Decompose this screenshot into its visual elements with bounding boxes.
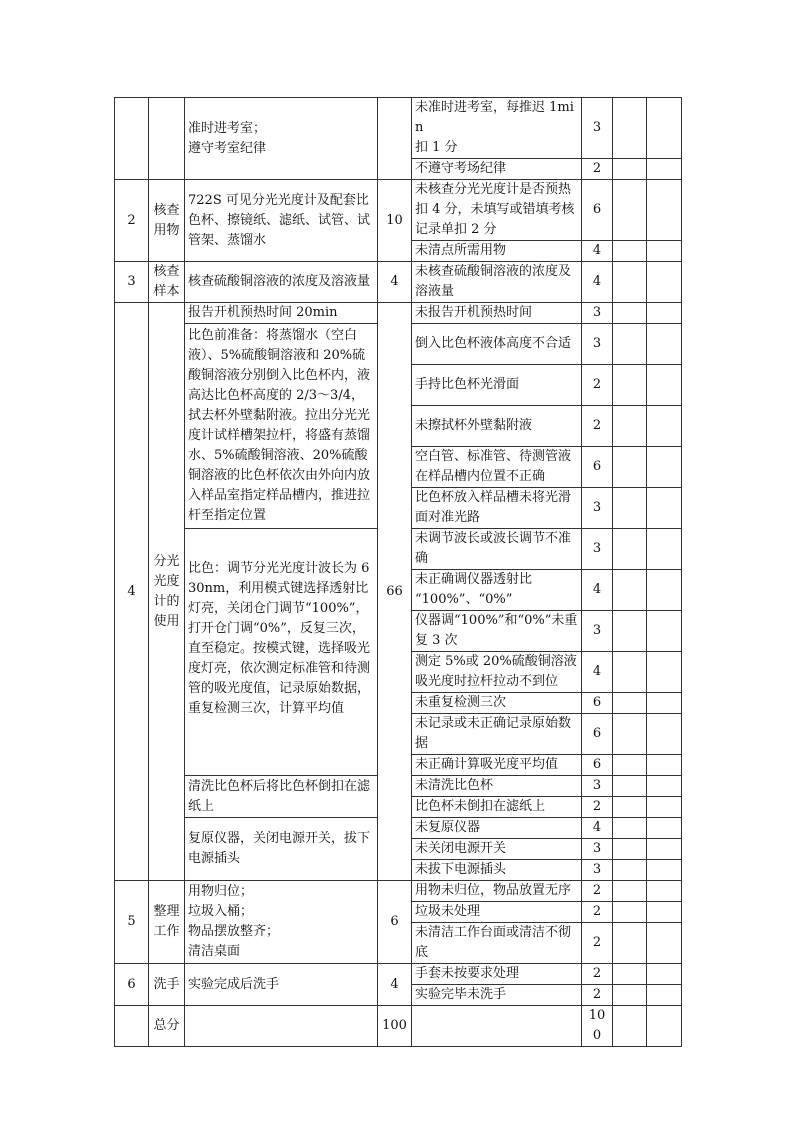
deduction-criterion: 未调节波长或波长调节不准确	[412, 529, 582, 570]
blank-cell	[613, 159, 647, 180]
blank-cell	[613, 611, 647, 652]
deduction-criterion: 比色杯未倒扣在滤纸上	[412, 797, 582, 818]
operation-requirement: 准时进考室； 遵守考室纪律	[185, 98, 378, 180]
deduction-points: 2	[582, 881, 613, 902]
blank-cell	[613, 714, 647, 755]
operation-requirement: 用物归位； 垃圾入桶； 物品摆放整齐； 清洁桌面	[185, 881, 378, 964]
section-score: 4	[378, 964, 412, 1006]
blank-cell	[613, 755, 647, 776]
deduction-points: 3	[582, 839, 613, 860]
deduction-criterion: 未记录或未正确记录原始数据	[412, 714, 582, 755]
total-row	[115, 1006, 682, 1047]
blank-cell	[613, 923, 647, 964]
blank-cell	[647, 818, 682, 839]
blank-cell	[647, 488, 682, 529]
deduction-points: 2	[582, 797, 613, 818]
blank-cell	[613, 447, 647, 488]
deduction-criterion: 未拔下电源插头	[412, 860, 582, 881]
blank-cell	[647, 797, 682, 818]
section-number: 6	[115, 964, 149, 1006]
deduction-criterion: 空白管、标准管、待测管液在样品槽内位置不正确	[412, 447, 582, 488]
blank-cell	[647, 180, 682, 241]
deduction-criterion: 不遵守考场纪律	[412, 159, 582, 180]
deduction-points: 2	[582, 365, 613, 406]
section-number: 2	[115, 180, 149, 262]
blank-cell	[613, 1006, 647, 1047]
deduction-points: 2	[582, 902, 613, 923]
blank-cell	[613, 902, 647, 923]
blank-cell	[613, 241, 647, 262]
deduction-points: 4	[582, 652, 613, 693]
blank-cell	[613, 818, 647, 839]
deduction-criterion: 手套未按要求处理	[412, 964, 582, 985]
blank-cell	[647, 839, 682, 860]
blank-cell	[613, 693, 647, 714]
deduction-criterion: 未正确计算吸光度平均值	[412, 755, 582, 776]
operation-requirement: 复原仪器，关闭电源开关，拔下电源插头	[185, 818, 378, 881]
operation-requirement: 核查硫酸铜溶液的浓度及溶液量	[185, 262, 378, 303]
deduction-points: 3	[582, 324, 613, 365]
deduction-points: 2	[582, 985, 613, 1006]
blank-cell	[647, 406, 682, 447]
blank-cell	[647, 159, 682, 180]
blank-cell	[647, 611, 682, 652]
section-number: 5	[115, 881, 149, 964]
section-score	[378, 98, 412, 180]
deduction-criterion: 未报告开机预热时间	[412, 303, 582, 324]
deduction-points: 3	[582, 611, 613, 652]
deduction-criterion: 未正确调仪器透射比 “100%”、“0%”	[412, 570, 582, 611]
deduction-points: 3	[582, 860, 613, 881]
section-score: 10	[378, 180, 412, 262]
deduction-points: 4	[582, 570, 613, 611]
section-item: 核查 样本	[149, 262, 185, 303]
deduction-criterion: 用物未归位，物品放置无序	[412, 881, 582, 902]
blank-cell	[647, 529, 682, 570]
blank-cell	[613, 964, 647, 985]
blank-cell	[613, 180, 647, 241]
deduction-points: 2	[582, 159, 613, 180]
deduction-criterion: 未核查硫酸铜溶液的浓度及溶液量	[412, 262, 582, 303]
deduction-points: 3	[582, 488, 613, 529]
section-item: 整理 工作	[149, 881, 185, 964]
deduction-criterion: 实验完毕未洗手	[412, 985, 582, 1006]
section-item: 核查 用物	[149, 180, 185, 262]
deduction-points: 6	[582, 714, 613, 755]
deduction-points: 2	[582, 964, 613, 985]
blank-cell	[613, 776, 647, 797]
deduction-points: 4	[582, 262, 613, 303]
table-row	[115, 881, 682, 902]
blank-cell	[613, 324, 647, 365]
deduction-points: 4	[582, 241, 613, 262]
section-number	[115, 98, 149, 180]
blank-cell	[647, 755, 682, 776]
operation-requirement: 722S 可见分光光度计及配套比色杯、擦镜纸、滤纸、试管、试管架、蒸馏水	[185, 180, 378, 262]
blank-cell	[613, 488, 647, 529]
deduction-points: 3	[582, 776, 613, 797]
deduction-points: 6	[582, 180, 613, 241]
deduction-criterion: 未清洗比色杯	[412, 776, 582, 797]
blank-cell	[613, 303, 647, 324]
blank-cell	[647, 652, 682, 693]
blank-cell	[647, 241, 682, 262]
blank-cell	[613, 860, 647, 881]
section-number: 3	[115, 262, 149, 303]
deduction-points: 6	[582, 693, 613, 714]
blank-cell	[647, 570, 682, 611]
deduction-criterion: 仪器调“100%”和“0%”未重复 3 次	[412, 611, 582, 652]
blank-cell	[647, 693, 682, 714]
table-row	[115, 303, 682, 324]
blank-cell	[647, 98, 682, 159]
blank-cell	[412, 1006, 582, 1047]
deduction-points: 6	[582, 755, 613, 776]
deduction-points: 3	[582, 529, 613, 570]
blank-cell	[647, 447, 682, 488]
deduction-criterion: 倒入比色杯液体高度不合适	[412, 324, 582, 365]
deduction-points: 3	[582, 98, 613, 159]
blank-cell	[613, 652, 647, 693]
blank-cell	[115, 1006, 149, 1047]
blank-cell	[613, 570, 647, 611]
deduction-points: 4	[582, 818, 613, 839]
blank-cell	[647, 1006, 682, 1047]
deduction-criterion: 未关闭电源开关	[412, 839, 582, 860]
deduction-criterion: 手持比色杯光滑面	[412, 365, 582, 406]
table-row	[115, 262, 682, 303]
table-row	[115, 964, 682, 985]
blank-cell	[647, 985, 682, 1006]
blank-cell	[613, 365, 647, 406]
operation-requirement: 报告开机预热时间 20min	[185, 303, 378, 324]
deduction-criterion: 比色杯放入样品槽未将光滑面对准光路	[412, 488, 582, 529]
blank-cell	[647, 881, 682, 902]
section-score: 6	[378, 881, 412, 964]
deduction-criterion: 测定 5%或 20%硫酸铜溶液吸光度时拉杆拉动不到位	[412, 652, 582, 693]
operation-requirement: 比色：调节分光光度计波长为 630nm，利用模式键选择透射比灯亮，关闭仓门调节“100%”，打开仓门调“0%”，反复三次，直至稳定。按模式键，选择吸光度灯亮，依次测定标准管和待测管的吸光度值，记录原始数据，重复检测三次，计算平均值	[185, 529, 378, 776]
deduction-criterion: 垃圾未处理	[412, 902, 582, 923]
blank-cell	[613, 98, 647, 159]
section-item: 洗手	[149, 964, 185, 1006]
section-item	[149, 98, 185, 180]
blank-cell	[647, 303, 682, 324]
section-item: 分光 光度 计的 使用	[149, 303, 185, 881]
section-score: 66	[378, 303, 412, 881]
table-row	[115, 98, 682, 159]
blank-cell	[647, 923, 682, 964]
blank-cell	[613, 262, 647, 303]
total-label: 总分	[149, 1006, 185, 1047]
blank-cell	[647, 902, 682, 923]
deduction-criterion: 未清洁工作台面或清洁不彻底	[412, 923, 582, 964]
total-deduction: 100	[582, 1006, 613, 1047]
blank-cell	[647, 324, 682, 365]
deduction-criterion: 未擦拭杯外壁黏附液	[412, 406, 582, 447]
blank-cell	[647, 860, 682, 881]
deduction-criterion: 未重复检测三次	[412, 693, 582, 714]
deduction-criterion: 未准时进考室，每推迟 1min 扣 1 分	[412, 98, 582, 159]
section-score: 4	[378, 262, 412, 303]
blank-cell	[613, 797, 647, 818]
deduction-points: 3	[582, 303, 613, 324]
operation-requirement: 实验完成后洗手	[185, 964, 378, 1006]
section-number: 4	[115, 303, 149, 881]
operation-requirement: 比色前准备：将蒸馏水（空白液）、5%硫酸铜溶液和 20%硫酸铜溶液分别倒入比色杯内，液高达比色杯高度的 2/3～3/4，拭去杯外壁黏附液。拉出分光光度计试样槽架拉杆，将盛有蒸馏水、5%硫酸铜溶液、20%硫酸铜溶液的比色杯依次由外向内放入样品室指定样品槽内，推进拉杆至指定位置	[185, 324, 378, 529]
blank-cell	[185, 1006, 378, 1047]
deduction-criterion: 未核查分光光度计是否预热扣 4 分，未填写或错填考核记录单扣 2 分	[412, 180, 582, 241]
deduction-points: 2	[582, 923, 613, 964]
deduction-points: 2	[582, 406, 613, 447]
blank-cell	[613, 529, 647, 570]
blank-cell	[613, 985, 647, 1006]
deduction-criterion: 未复原仪器	[412, 818, 582, 839]
blank-cell	[647, 714, 682, 755]
blank-cell	[613, 839, 647, 860]
blank-cell	[613, 406, 647, 447]
total-score: 100	[378, 1006, 412, 1047]
deduction-criterion: 未清点所需用物	[412, 241, 582, 262]
scoring-table	[114, 97, 682, 1047]
deduction-points: 6	[582, 447, 613, 488]
blank-cell	[647, 365, 682, 406]
blank-cell	[647, 262, 682, 303]
blank-cell	[613, 881, 647, 902]
operation-requirement: 清洗比色杯后将比色杯倒扣在滤纸上	[185, 776, 378, 818]
blank-cell	[647, 964, 682, 985]
table-row	[115, 180, 682, 241]
blank-cell	[647, 776, 682, 797]
